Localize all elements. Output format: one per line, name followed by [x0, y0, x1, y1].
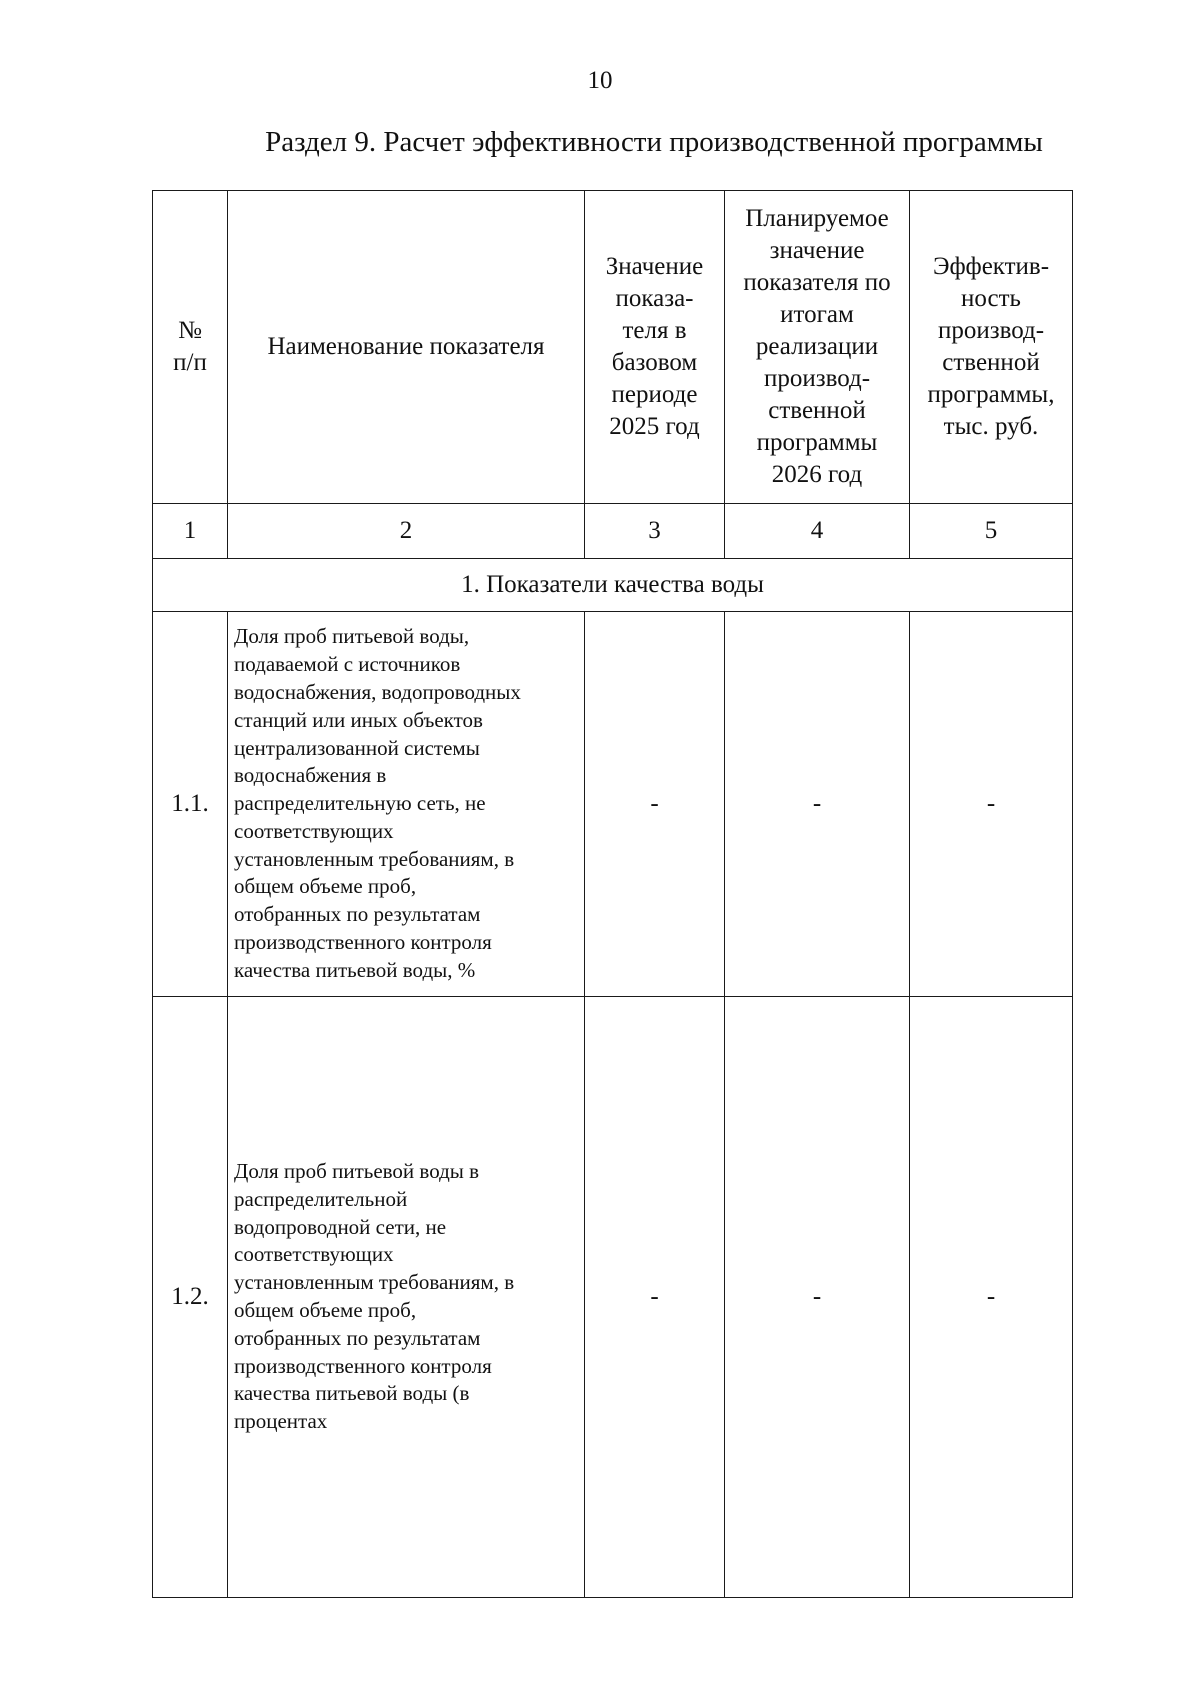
- group-title: 1. Показатели качества воды: [153, 559, 1073, 612]
- table-row: [153, 997, 1073, 1598]
- column-number: 1: [153, 504, 228, 559]
- header-number: № п/п: [153, 191, 228, 504]
- column-number: 5: [910, 504, 1073, 559]
- planned-value: -: [725, 612, 910, 997]
- page-number: 10: [587, 67, 613, 94]
- row-number: 1.1.: [153, 612, 228, 997]
- column-numbers-row: [153, 504, 1073, 559]
- indicator-name: Доля проб питьевой воды в распределительной водопроводной сети, не соответствующих установленным требованиям, в общем объеме проб, отобранных по результатам производственного контроля качества питьевой воды (в процентах: [228, 997, 585, 1598]
- base-value: -: [585, 612, 725, 997]
- efficiency-table: [152, 190, 1073, 1598]
- group-row: [153, 559, 1073, 612]
- column-number: 3: [585, 504, 725, 559]
- column-number: 4: [725, 504, 910, 559]
- base-value: -: [585, 997, 725, 1598]
- efficiency-value: -: [910, 612, 1073, 997]
- column-number: 2: [228, 504, 585, 559]
- header-planned-value: Планируемое значение показателя по итогам реализации производ- ственной программы 2026 год: [725, 191, 910, 504]
- table-row: [153, 612, 1073, 997]
- table-header-row: [153, 191, 1073, 504]
- indicator-name: Доля проб питьевой воды, подаваемой с источников водоснабжения, водопроводных станций или иных объектов централизованной системы водоснабжения в распределительную сеть, не соответствующих установленным требованиям, в общем объеме проб, отобранных по результатам производственного контроля качества питьевой воды, %: [228, 612, 585, 997]
- section-title: Раздел 9. Расчет эффективности производственной программы: [265, 126, 1043, 158]
- header-efficiency: Эффектив- ность производ- ственной программы, тыс. руб.: [910, 191, 1073, 504]
- row-number: 1.2.: [153, 997, 228, 1598]
- efficiency-value: -: [910, 997, 1073, 1598]
- planned-value: -: [725, 997, 910, 1598]
- header-base-value: Значение показа- теля в базовом периоде 2025 год: [585, 191, 725, 504]
- header-indicator-name: Наименование показателя: [228, 191, 585, 504]
